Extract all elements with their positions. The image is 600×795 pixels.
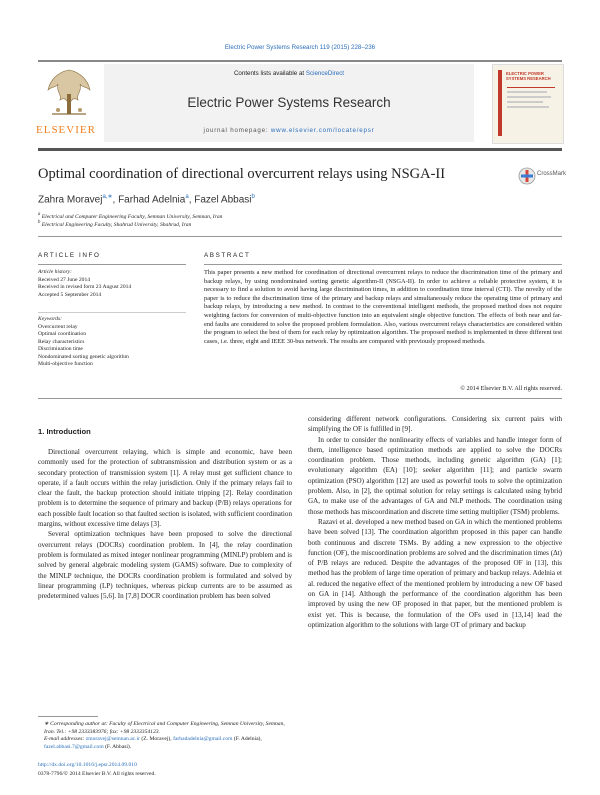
paragraph: considering different network configurations. Considering six current pairs with simplifying the OF is fulfilled in [9].	[308, 415, 562, 434]
email-link[interactable]: fazel.abbasi.7@gmail.com	[44, 743, 104, 750]
email-link[interactable]: farhadadelnia@gmail.com	[173, 736, 233, 743]
paragraph: Razavi et al. developed a new method based on GA in which the mentioned problems have been solved [13]. The coordination algorithm proposed in this paper can handle both continuous and discrete TSMs. By adding a new expression to the objective function (OF), the miscoordination problems are solved and the discrimination times (Δt) of P/B relays are reduced. Despite the advantages of the proposed OF in [13], this method has the problem of large time operation of primary and backup relays. Adelnia et al. reduced the negative effect of the mentioned problem by introducing a new OF based on GA in [14]. Although the performance of the coordination algorithm has been improved by using the new OF proposed in that paper, but the mentioned problem is exist yet. This is because, the formulation of the OFs used in [13,14] lead the optimization algorithm to the solutions with large OT of primary and backup	[308, 517, 562, 629]
homepage-prefix: journal homepage:	[203, 127, 271, 134]
copyright: © 2014 Elsevier B.V. All rights reserved.	[460, 385, 562, 392]
author-name: Farhad Adelnia	[118, 194, 186, 206]
keyword: Discrimination time	[38, 346, 83, 352]
cover-rule	[507, 87, 555, 88]
right-column	[308, 414, 562, 630]
author-name: Zahra Moravej	[38, 194, 103, 206]
section-heading: 1. Introduction	[38, 427, 91, 436]
abstract-heading: ABSTRACT	[204, 252, 251, 259]
homepage-line	[104, 127, 474, 135]
email-owner: (Z. Moravej),	[139, 736, 172, 743]
journal-title: Electric Power Systems Research	[187, 95, 391, 110]
crossmark-label: CrossMark	[537, 171, 567, 177]
history-item: Accepted 5 September 2014	[38, 291, 102, 298]
keywords-label: Keywords:	[38, 316, 63, 322]
crossmark-icon[interactable]	[518, 164, 567, 188]
sciencedirect-link[interactable]: ScienceDirect	[305, 70, 345, 77]
footnote	[38, 721, 292, 751]
contents-line	[104, 70, 474, 78]
email-label: E-mail addresses:	[44, 736, 86, 743]
homepage-link[interactable]: www.elsevier.com/locate/epsr	[270, 127, 375, 134]
elsevier-logo	[38, 64, 100, 126]
author-list: Zahra Moravej$^{a,∗}$, Farhad Adelnia$^a$, Fazel Abbasi$^b$	[38, 194, 255, 206]
history-item: Received 27 June 2014	[38, 276, 91, 283]
footnote-corresponding: ∗ Corresponding author at: Faculty of Electrical and Computer Engineering, Semnan University, Semnan, Iran. Tel.: +98 2333383976; fax: +98 2333354123.	[44, 721, 285, 735]
journal-reference[interactable]: Electric Power Systems Research 119 (2015) 228–236	[224, 44, 376, 51]
affiliation	[38, 219, 191, 229]
affiliation-text: Electrical and Computer Engineering Faculty, Semnan University, Semnan, Iran	[41, 213, 223, 220]
author-sup[interactable]: a,∗	[102, 194, 113, 200]
affiliation-sup: a	[38, 212, 41, 217]
doi-link[interactable]: http://dx.doi.org/10.1016/j.epsr.2014.09.010	[38, 762, 137, 768]
article-title: Optimal coordination of directional overcurrent relays using NSGA-II	[38, 166, 446, 182]
history-label: Article history:	[38, 269, 73, 275]
email-link[interactable]: zmoravej@semnan.ac.ir	[85, 736, 140, 743]
footnote-emails	[38, 736, 292, 751]
affiliation-sup: b	[38, 220, 41, 225]
publisher-name: ELSEVIER	[36, 124, 96, 136]
email-owner: (F. Abbasi).	[103, 743, 132, 750]
keyword: Optimal coordination	[38, 331, 87, 337]
history-item: Received in revised form 23 August 2014	[38, 284, 132, 290]
email-owner: (F. Adelnia),	[232, 736, 262, 743]
contents-prefix: Contents lists available at	[233, 70, 306, 77]
keyword: Nondominated sorting genetic algorithm	[38, 353, 129, 360]
cover-title: ELECTRIC POWER SYSTEMS RESEARCH	[506, 71, 551, 81]
abstract-text: This paper presents a new method for coordination of directional overcurrent relays to reduce the discrimination time of the primary and backup relays, by using nondominated sorting genetic algorithm-II (NSGA-II). In order to achieve a reliable protective system, it is necessary to find a solution to avoid having large discrimination times, in addition to coordination time interval (CTI). The novelty of the paper is to reduce the discrimination time of the primary and backup relays and simultaneously reduce the operating time of primary and backup relays, by introducing a new method. In contrast to the conventional intelligent methods, the proposed method does not require weighting factors for conversion of multi-objective function into an equivalent single objective function. The effects of both near and far-end faults are considered to solve the proposed problem formulation. Also, various overcurrent relays characteristics are considered within the program to select the best of them for each relay by optimization algorithm. The proposed method is implemented in three different test cases, i.e. three, eight and IEEE 30-bus network. The results are compared with previously proposed methods.	[204, 269, 562, 345]
cover-stripe	[498, 70, 502, 136]
paragraph: Directional overcurrent relaying, which is simple and economic, have been commonly used for the protection of subtransmission and distribution system or as a secondary protection of transmission system [1]. A relay must get sufficient chance to operate, if a fault occurs within the relay jurisdiction. Only if the primary relays fail to clear the fault, the backup protection should initiate tripping [2]. Relay coordination problem is to determine the sequence of primary and backup (P/B) relays operations for each possible fault location so that faulted section is isolated, with sufficient coordination margins, without excessive time delays [3].	[38, 448, 292, 529]
affiliation-text: Electrical Engineering Faculty, Shahrud University, Shahrud, Iran	[41, 221, 192, 228]
author-sup[interactable]: b	[251, 194, 255, 200]
keyword: Relay characteristics	[38, 338, 85, 345]
keyword: Multi-objective function	[38, 361, 93, 367]
paragraph: Several optimization techniques have been proposed to solve the directional overcurrent relays (DOCRs) coordination problem. In [4], the relay coordination problem is formulated as mixed integer nonlinear programming (MINLP) problem and is solved by general algebraic modeling system (GAMS) software. Due to complexity of the MINLP technique, the DOCRs coordination problem is formulated and solved by linear programming (LP) techniques, whereas pickup currents are to be assumed as predetermined values [5,6]. In [7,8] DOCR coordination problem has been solved	[38, 530, 292, 601]
paragraph: In order to consider the nonlinearity effects of variables and handle integer form of them, intelligence based optimization methods are applied to solve the DOCRs coordination problem. Those methods, including genetic algorithm (GA) [1]; evolutionary algorithm (EA) [10]; seeker algorithm [11]; and particle swarm optimization (PSO) algorithm [12] are used as powerful tools to solve the optimization problem. Also, in [2], the optimal solution for relay settings is calculated using hybrid GA, to make use of the advantages of GA and NLP methods. The coordination using those methods has miscoordination and discrete time setting multiplier (TSM) problems.	[308, 435, 562, 516]
article-info-heading: ARTICLE INFO	[38, 252, 101, 259]
author-sup[interactable]: a	[185, 194, 189, 200]
author-name: Fazel Abbasi	[194, 194, 252, 206]
journal-cover	[492, 64, 564, 144]
keyword: Overcurrent relay	[38, 323, 78, 330]
left-column	[38, 447, 292, 601]
issn-line: 0378-7796/© 2014 Elsevier B.V. All rights reserved.	[38, 771, 156, 777]
